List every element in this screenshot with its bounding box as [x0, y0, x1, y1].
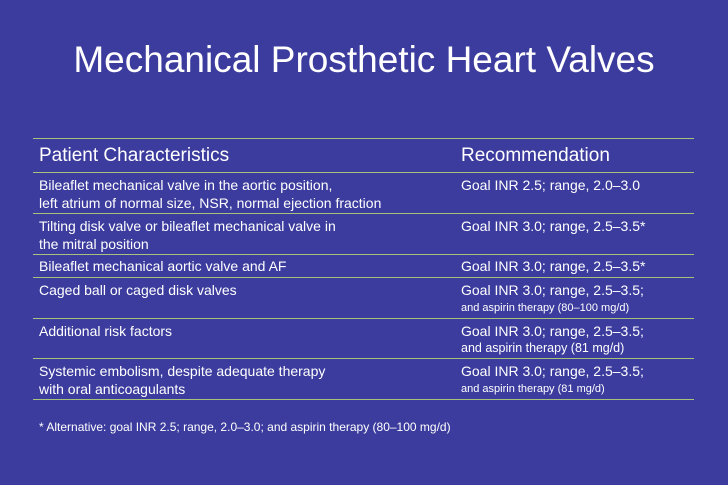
row-recommendation-note: and aspirin therapy (80–100 mg/d) — [461, 302, 630, 314]
row-characteristic-line: Bileaflet mechanical valve in the aortic position, — [39, 177, 333, 193]
header-recommendation: Recommendation — [461, 145, 610, 166]
row-recommendation: Goal INR 3.0; range, 2.5–3.5* — [461, 258, 646, 274]
row-characteristic-line: Additional risk factors — [39, 323, 173, 339]
table-row — [33, 213, 694, 254]
table-row — [33, 358, 694, 400]
footnote: * Alternative: goal INR 2.5; range, 2.0–3.0; and aspirin therapy (80–100 mg/d) — [39, 420, 451, 434]
row-recommendation: Goal INR 3.0; range, 2.5–3.5; — [461, 282, 644, 298]
row-recommendation: Goal INR 2.5; range, 2.0–3.0 — [461, 177, 640, 193]
slide-title: Mechanical Prosthetic Heart Valves — [73, 39, 655, 80]
row-characteristic-line: Systemic embolism, despite adequate therapy — [39, 363, 326, 379]
table-row — [33, 277, 694, 318]
table-row — [33, 254, 694, 277]
table-row — [33, 172, 694, 213]
row-characteristic-line: the mitral position — [39, 236, 149, 252]
row-recommendation: Goal INR 3.0; range, 2.5–3.5* — [461, 218, 646, 234]
recommendation-table — [33, 138, 694, 400]
table-row — [33, 318, 694, 358]
row-characteristic-line: Bileaflet mechanical aortic valve and AF — [39, 258, 287, 274]
row-characteristic-line: Caged ball or caged disk valves — [39, 282, 237, 298]
row-recommendation-note: and aspirin therapy (81 mg/d) — [461, 383, 605, 395]
table-header-row — [33, 138, 694, 172]
header-patient-characteristics: Patient Characteristics — [39, 145, 230, 166]
row-recommendation-note: and aspirin therapy (81 mg/d) — [461, 341, 625, 355]
row-characteristic-line: with oral anticoagulants — [39, 381, 186, 397]
row-characteristic-line: left atrium of normal size, NSR, normal ejection fraction — [39, 195, 382, 211]
row-recommendation: Goal INR 3.0; range, 2.5–3.5; — [461, 323, 644, 339]
row-recommendation: Goal INR 3.0; range, 2.5–3.5; — [461, 363, 644, 379]
row-characteristic-line: Tilting disk valve or bileaflet mechanical valve in — [39, 218, 336, 234]
